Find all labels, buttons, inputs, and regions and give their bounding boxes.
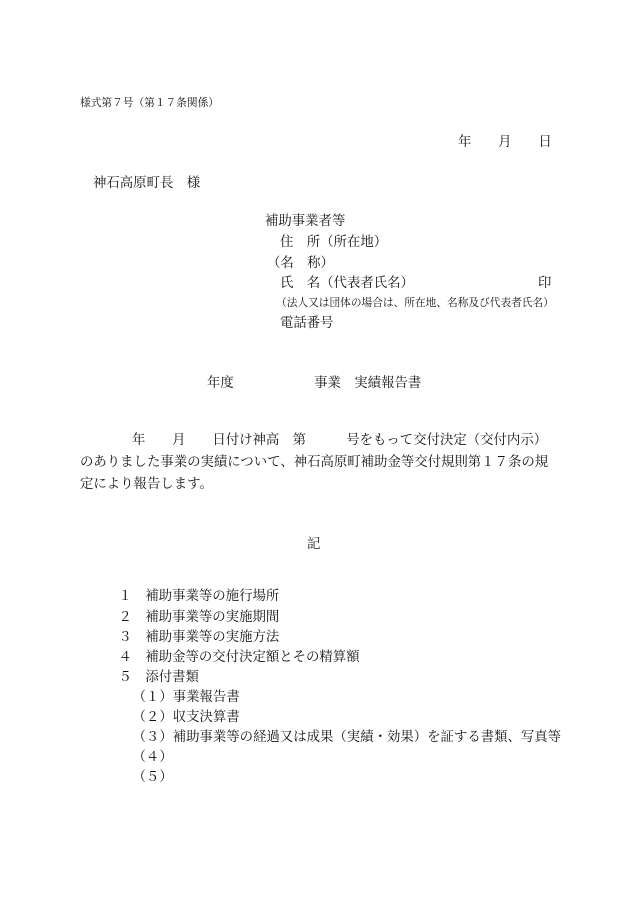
phone-label: 電話番号 (280, 316, 334, 331)
attachment-number: （４） (132, 750, 173, 765)
applicant-heading: 補助事業者等 (265, 214, 346, 229)
body-line: 定により報告します。 (80, 477, 213, 492)
ki-heading: 記 (307, 537, 321, 552)
body-line: のありました事業の実績について、神石高原町補助金等交付規則第１７条の規 (80, 455, 549, 470)
attachment-label: 収支決算書 (172, 710, 240, 725)
form-number: 様式第７号（第１７条関係） (80, 96, 219, 109)
name-label: （名 称） (267, 256, 334, 271)
body-line: 年 月 日付け神高 第 号をもって交付決定（交付内示） (132, 433, 548, 448)
date-line: 年 月 日 (458, 135, 552, 150)
attachment-number: （２） (132, 710, 173, 725)
item-label: 補助金等の交付決定額とその精算額 (145, 650, 360, 665)
seal-mark: 印 (538, 276, 552, 291)
item-label: 補助事業等の実施方法 (145, 630, 280, 645)
addressee: 神石高原町長 様 (93, 176, 201, 191)
item-number: ２ (118, 610, 132, 625)
document-title: 年度 事業 実績報告書 (207, 376, 422, 391)
attachment-label: 事業報告書 (172, 690, 240, 705)
item-label: 添付書類 (145, 670, 199, 685)
representative-label: 氏 名（代表者氏名） (280, 276, 414, 291)
address-label: 住 所（所在地） (280, 235, 388, 250)
item-number: ３ (118, 630, 132, 645)
item-label: 補助事業等の実施期間 (145, 610, 280, 625)
attachment-item (107, 757, 173, 799)
attachment-number: （１） (132, 690, 173, 705)
item-label: 補助事業等の施行場所 (145, 589, 280, 604)
attachment-label: 補助事業等の経過又は成果（実績・効果）を証する書類、写真等 (172, 730, 562, 745)
item-number: ５ (118, 670, 132, 685)
attachment-item (107, 717, 561, 759)
attachment-number: （３） (132, 730, 173, 745)
item-number: １ (118, 589, 132, 604)
corporation-note: （法人又は団体の場合は、所在地、名称及び代表者氏名） (276, 296, 554, 309)
attachment-number: （５） (132, 770, 173, 785)
item-number: ４ (118, 650, 132, 665)
